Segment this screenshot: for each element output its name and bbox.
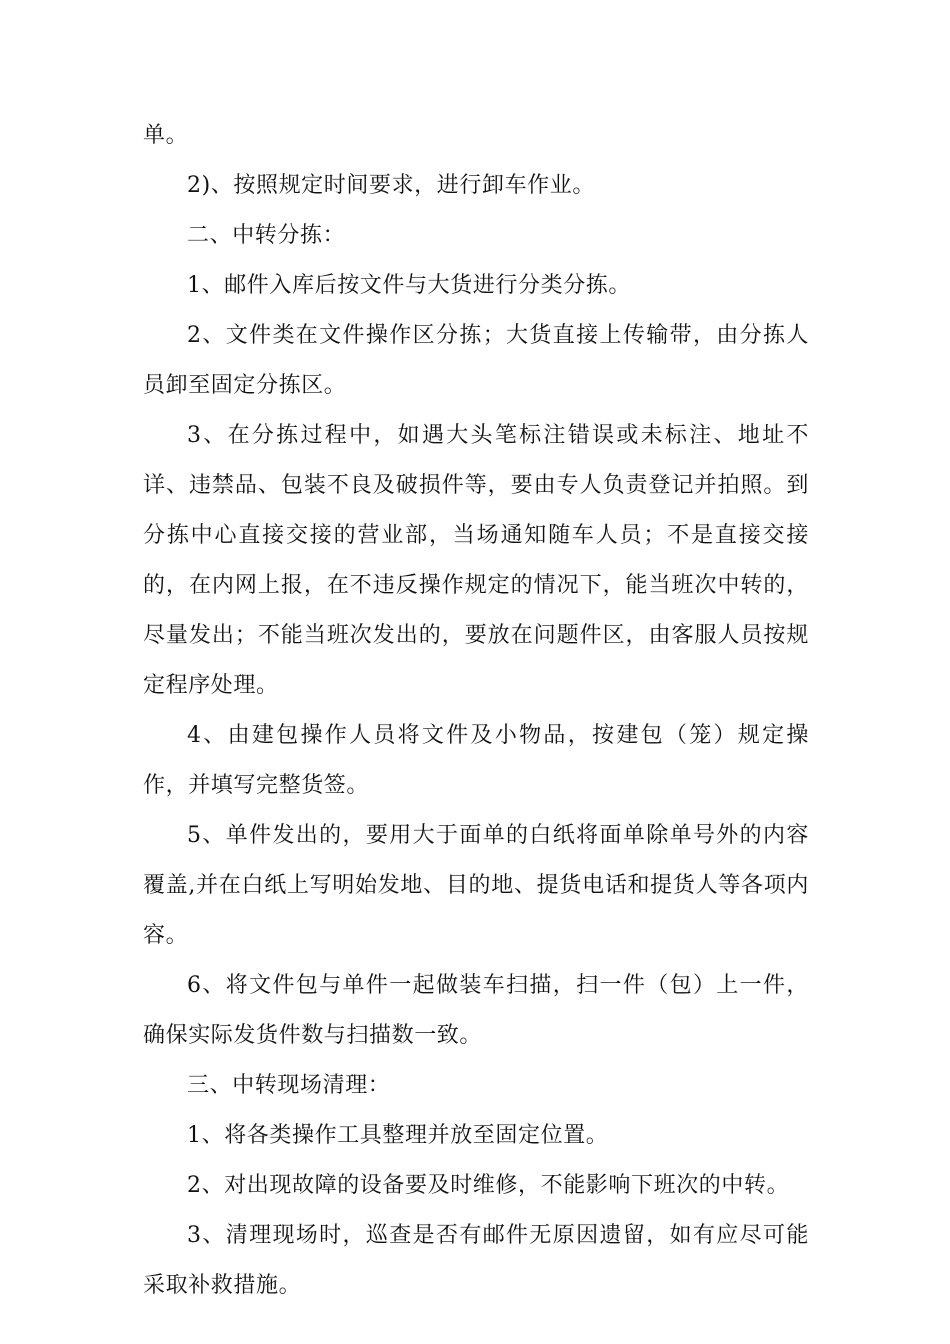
paragraph-cleanup-1: 1、将各类操作工具整理并放至固定位置。	[187, 1123, 609, 1148]
document-body	[143, 111, 809, 1311]
section-heading-site-cleanup: 三、中转现场清理：	[187, 1073, 391, 1098]
paragraph-sorting-6: 6、将文件包与单件一起做装车扫描，扫一件（包）上一件，确保实际发货件数与扫描数一致。	[143, 973, 809, 1048]
paragraph-sorting-4: 4、由建包操作人员将文件及小物品，按建包（笼）规定操作，并填写完整货签。	[143, 723, 809, 798]
paragraph-sorting-2: 2、文件类在文件操作区分拣；大货直接上传输带，由分拣人员卸至固定分拣区。	[143, 323, 809, 398]
paragraph-sorting-1: 1、邮件入库后按文件与大货进行分类分拣。	[187, 273, 631, 298]
paragraph-unloading-step-2: 2)、按照规定时间要求，进行卸车作业。	[187, 173, 595, 198]
paragraph-sorting-5: 5、单件发出的，要用大于面单的白纸将面单除单号外的内容覆盖,并在白纸上写明始发地、目的地、提货电话和提货人等各项内容。	[143, 823, 809, 948]
section-heading-transfer-sorting: 二、中转分拣：	[187, 223, 346, 248]
paragraph-cleanup-2: 2、对出现故障的设备要及时维修，不能影响下班次的中转。	[187, 1173, 790, 1198]
paragraph-cleanup-3: 3、清理现场时，巡查是否有邮件无原因遗留，如有应尽可能采取补救措施。	[143, 1223, 809, 1298]
paragraph-sorting-3: 3、在分拣过程中，如遇大头笔标注错误或未标注、地址不详、违禁品、包装不良及破损件等，要由专人负责登记并拍照。到分拣中心直接交接的营业部，当场通知随车人员；不是直接交接的，在内网上报，在不违反操作规定的情况下，能当班次中转的，尽量发出；不能当班次发出的，要放在问题件区，由客服人员按规定程序处理。	[143, 423, 809, 698]
paragraph-continuation: 单。	[143, 123, 189, 148]
